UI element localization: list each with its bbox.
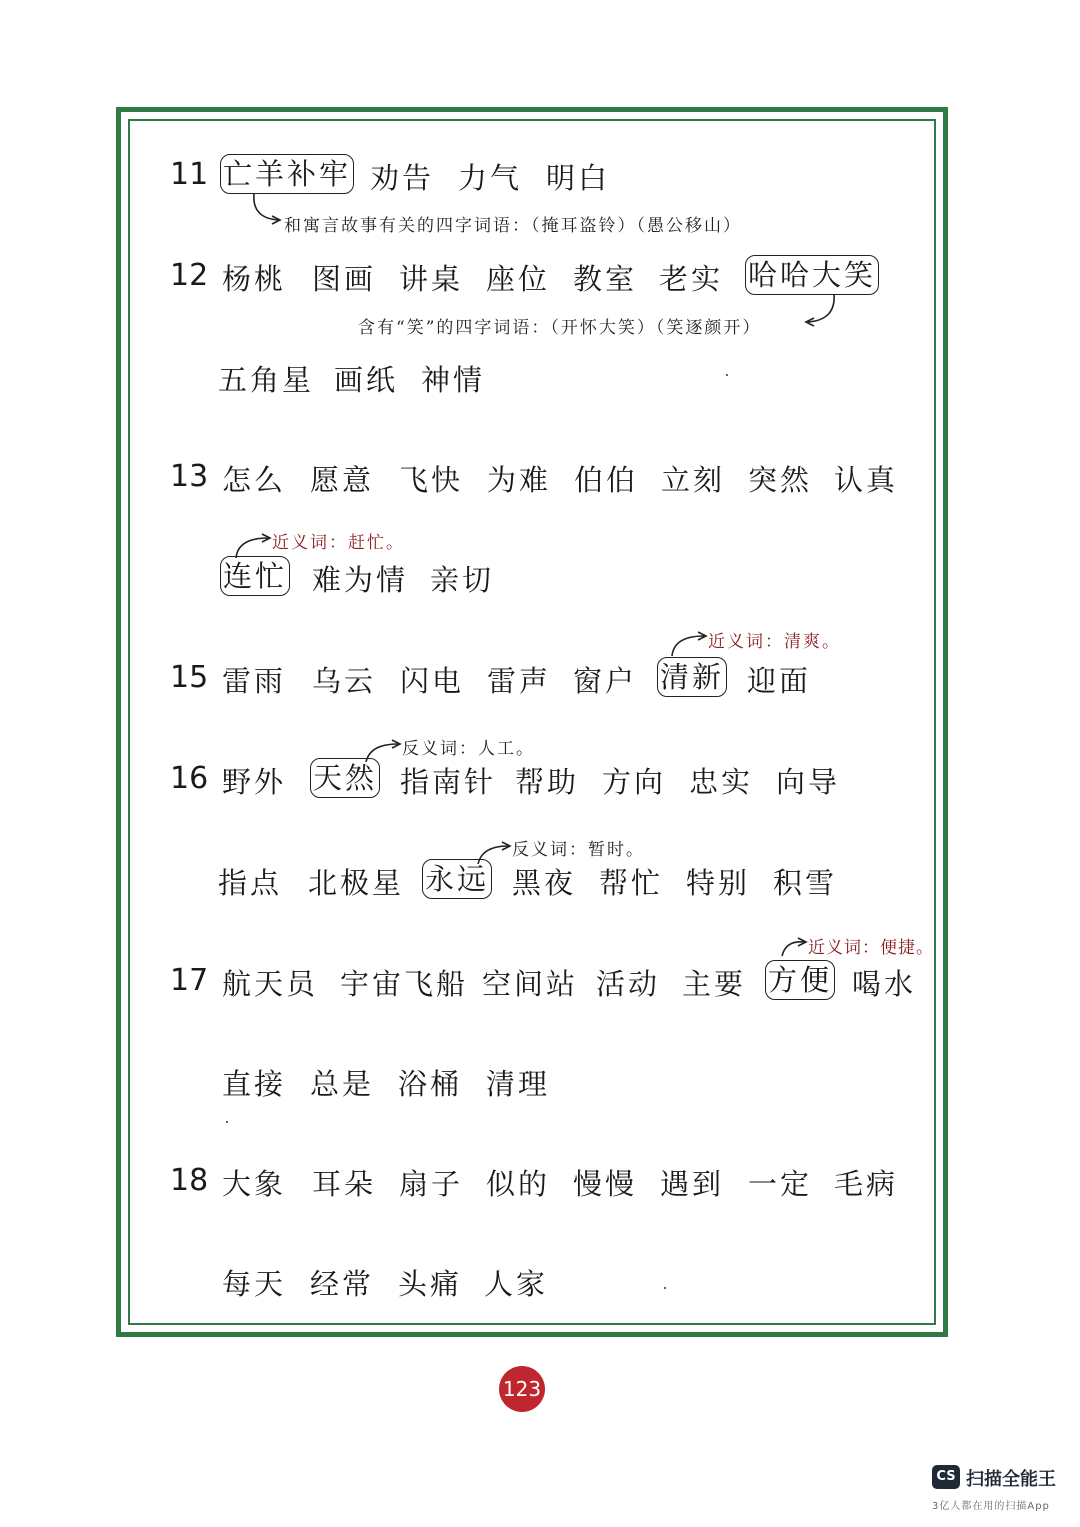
vocab-word: 亲切: [430, 563, 495, 597]
lesson-number: 16: [170, 761, 209, 796]
vocab-word: 头痛: [398, 1267, 463, 1301]
vocab-word-highlighted: 清新: [657, 657, 727, 697]
vocab-word: 为难: [487, 463, 552, 497]
vocab-word: 杨桃: [222, 262, 287, 296]
lesson-number: 15: [170, 660, 209, 695]
vocab-word-highlighted: 亡羊补牢: [220, 154, 354, 194]
vocab-word: 活动: [596, 967, 661, 1001]
vocab-word: 耳朵: [312, 1167, 377, 1201]
lesson-number: 18: [170, 1163, 209, 1198]
vocab-word: 每天: [222, 1267, 287, 1301]
vocab-word-highlighted: 方便: [765, 960, 835, 1000]
annotation-arrow: [668, 630, 710, 660]
annotation-note: 含有“笑”的四字词语：（开怀大笑）（笑逐颜开）: [358, 318, 762, 338]
watermark-title: 扫描全能王: [966, 1469, 1056, 1490]
annotation-note: 反义词：暂时。: [512, 840, 645, 860]
vocab-word: 老实: [659, 262, 724, 296]
annotation-note: 反义词：人工。: [402, 739, 535, 759]
vocab-word: 北极星: [308, 866, 405, 900]
vocab-word-highlighted: 天然: [310, 758, 380, 798]
vocab-word: 指南针: [400, 765, 497, 799]
vocab-word: 慢慢: [573, 1167, 638, 1201]
vocab-word: 伯伯: [574, 463, 639, 497]
vocab-word: 教室: [573, 262, 638, 296]
vocab-word: 闪电: [400, 664, 465, 698]
vocab-word: 浴桶: [398, 1067, 463, 1101]
vocab-word: 清理: [486, 1067, 551, 1101]
vocab-word: 怎么: [222, 463, 287, 497]
watermark-subtitle: 3亿人都在用的扫描App: [932, 1501, 1050, 1512]
vocab-word-highlighted: 连忙: [220, 556, 290, 596]
vocab-word: 总是: [310, 1067, 375, 1101]
vocab-word: 帮助: [515, 765, 580, 799]
vocab-word: 直接: [222, 1067, 287, 1101]
vocab-word: 神情: [421, 363, 486, 397]
scan-speck: [664, 1287, 666, 1289]
page-number-badge: 123: [499, 1366, 545, 1412]
vocab-word: 野外: [222, 765, 287, 799]
vocab-word: 忠实: [689, 765, 754, 799]
vocab-word: 航天员: [222, 967, 319, 1001]
vocab-word: 主要: [682, 967, 747, 1001]
vocab-word: 似的: [486, 1167, 551, 1201]
vocab-word: 力气: [458, 161, 523, 195]
vocab-word: 迎面: [747, 664, 812, 698]
vocab-word: 座位: [486, 262, 551, 296]
vocab-word: 难为情: [312, 563, 409, 597]
lesson-number: 17: [170, 963, 209, 998]
annotation-arrow: [778, 936, 810, 960]
vocab-word-highlighted: 哈哈大笑: [745, 255, 879, 295]
vocab-word: 劝告: [370, 161, 435, 195]
annotation-note: 近义词：赶忙。: [272, 533, 405, 553]
vocab-word: 方向: [602, 765, 667, 799]
vocab-word: 一定: [748, 1167, 813, 1201]
annotation-arrow: [802, 292, 842, 332]
vocab-word: 喝水: [852, 967, 917, 1001]
lesson-number: 12: [170, 258, 209, 293]
vocab-word: 五角星: [218, 363, 315, 397]
vocab-word-highlighted: 永远: [422, 859, 492, 899]
vocab-word: 画纸: [334, 363, 399, 397]
vocab-word: 向导: [776, 765, 841, 799]
vocab-word: 指点: [218, 866, 283, 900]
vocab-word: 雷声: [487, 664, 552, 698]
vocab-word: 讲桌: [399, 262, 464, 296]
vocab-word: 窗户: [573, 664, 638, 698]
annotation-note: 近义词：清爽。: [708, 632, 841, 652]
vocab-word: 飞快: [399, 463, 464, 497]
annotation-note: 和寓言故事有关的四字词语：（掩耳盗铃）（愚公移山）: [284, 216, 742, 236]
vocab-word: 立刻: [661, 463, 726, 497]
vocab-word: 愿意: [310, 463, 375, 497]
vocab-word: 空间站: [482, 967, 579, 1001]
lesson-number: 11: [170, 157, 209, 192]
vocab-word: 明白: [546, 161, 611, 195]
lesson-number: 13: [170, 459, 209, 494]
vocab-word: 经常: [310, 1267, 375, 1301]
vocab-word: 大象: [222, 1167, 287, 1201]
vocab-word: 毛病: [834, 1167, 899, 1201]
vocab-word: 图画: [312, 262, 377, 296]
vocab-word: 积雪: [773, 866, 838, 900]
scan-speck: [726, 374, 728, 376]
vocab-word: 特别: [686, 866, 751, 900]
vocab-word: 帮忙: [599, 866, 664, 900]
vocab-word: 扇子: [399, 1167, 464, 1201]
annotation-arrow: [250, 192, 286, 228]
vocab-word: 雷雨: [222, 664, 287, 698]
annotation-note: 近义词：便捷。: [808, 938, 934, 958]
vocab-word: 黑夜: [512, 866, 577, 900]
vocab-word: 突然: [748, 463, 813, 497]
vocab-word: 宇宙飞船: [340, 967, 469, 1001]
scanner-logo-icon: CS: [932, 1465, 960, 1489]
vocab-word: 乌云: [312, 664, 377, 698]
vocab-word: 认真: [834, 463, 899, 497]
scan-speck: [226, 1121, 228, 1123]
vocab-word: 遇到: [660, 1167, 725, 1201]
vocab-word: 人家: [484, 1267, 549, 1301]
